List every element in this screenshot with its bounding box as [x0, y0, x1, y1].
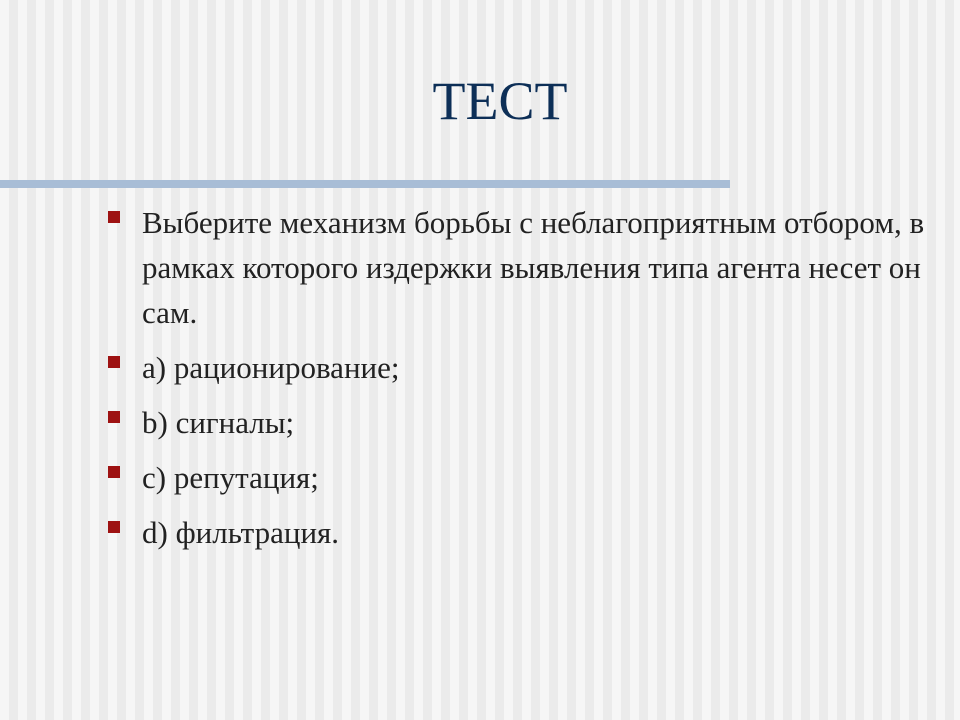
title-underline — [0, 180, 730, 188]
answer-option-d — [108, 510, 948, 555]
answer-option-text: c) репутация; — [142, 460, 319, 495]
answer-option-text: b) сигналы; — [142, 405, 295, 440]
square-bullet-icon — [108, 356, 120, 368]
answer-option-a — [108, 345, 948, 390]
slide-title: ТЕСТ — [432, 71, 568, 131]
square-bullet-icon — [108, 521, 120, 533]
answer-option-b — [108, 400, 948, 445]
question-text: Выберите механизм борьбы с неблагоприятным отбором, в рамках которого издержки выявления типа агента несет он сам. — [142, 205, 925, 330]
square-bullet-icon — [108, 466, 120, 478]
answer-option-c — [108, 455, 948, 500]
answer-option-text: d) фильтрация. — [142, 515, 340, 550]
square-bullet-icon — [108, 411, 120, 423]
answer-option-text: a) рационирование; — [142, 350, 400, 385]
bullet-list — [108, 200, 948, 555]
square-bullet-icon — [108, 211, 120, 223]
question-bullet — [108, 200, 948, 335]
